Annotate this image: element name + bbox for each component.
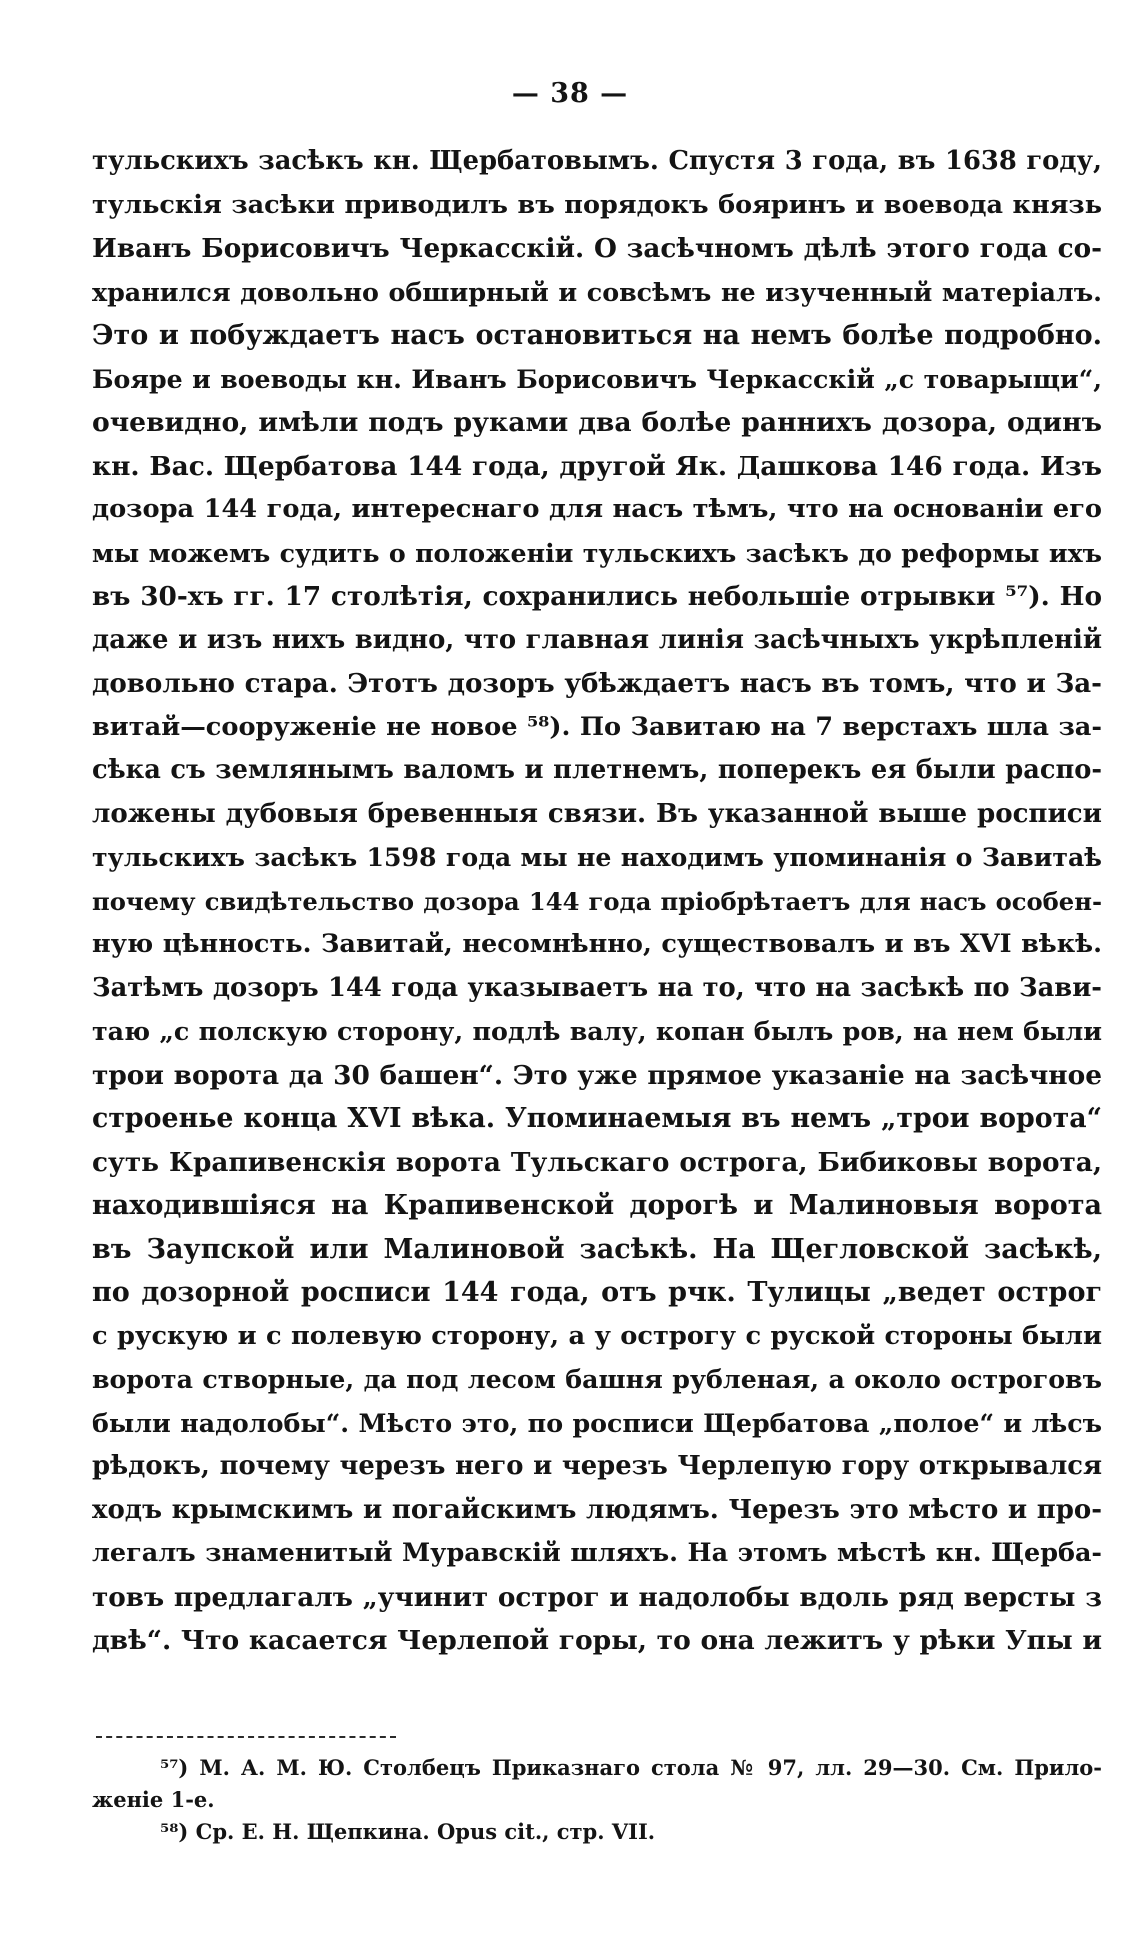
body-line: кн. Вас. Щербатова 144 года, другой Як. Дашкова 146 года. Изъ: [92, 450, 1102, 482]
body-line: ходъ крымскимъ и погайскимъ людямъ. Черезъ это мѣсто и про-: [92, 1494, 1102, 1525]
body-line: витай—сооруженіе не новое ⁵⁸). По Завитаю на 7 верстахъ шла за-: [92, 711, 1102, 742]
footnote-line: ⁵⁷) М. А. М. Ю. Столбецъ Приказнаго стола № 97, лл. 29—30. См. Прило-: [160, 1755, 1102, 1780]
body-line: легалъ знаменитый Муравскій шляхъ. На этомъ мѣстѣ кн. Щерба-: [92, 1538, 1102, 1568]
body-line: тульскихъ засѣкъ 1598 года мы не находимъ упоминанія о Завитаѣ: [92, 842, 1102, 872]
body-line: товъ предлагалъ „учинит острог и надолобы вдоль ряд версты з: [92, 1581, 1102, 1613]
body-line: с рускую и с полевую сторону, а у острогу с руской стороны были: [92, 1320, 1102, 1351]
body-line: почему свидѣтельство дозора 144 года пріобрѣтаетъ для насъ особен-: [92, 886, 1102, 916]
body-line: суть Крапивенскія ворота Тульскаго острога, Бибиковы ворота,: [92, 1146, 1102, 1178]
body-line: тульскихъ засѣкъ кн. Щербатовымъ. Спустя 3 года, въ 1638 году,: [92, 146, 1102, 176]
body-line: были надолобы“. Мѣсто это, по росписи Щербатова „полое“ и лѣсъ: [92, 1407, 1102, 1438]
body-line: въ 30-хъ гг. 17 столѣтія, сохранились небольшіе отрывки ⁵⁷). Но: [92, 581, 1102, 612]
body-line: ложены дубовыя бревенныя связи. Въ указанной выше росписи: [92, 798, 1102, 829]
body-line: мы можемъ судить о положеніи тульскихъ засѣкъ до реформы ихъ: [92, 537, 1102, 568]
body-line: таю „с полскую сторону, подлѣ валу, копан былъ ров, на нем были: [92, 1016, 1102, 1046]
body-line: очевидно, имѣли подъ руками два болѣе раннихъ дозора, одинъ: [92, 407, 1102, 438]
body-line: ворота створные, да под лесом башня рубленая, а около остроговъ: [92, 1364, 1102, 1394]
body-line: трои ворота да 30 башен“. Это уже прямое указаніе на засѣчное: [92, 1059, 1102, 1091]
body-line: даже и изъ нихъ видно, что главная линія засѣчныхъ укрѣпленій: [92, 624, 1102, 655]
footnotes: [92, 1752, 1102, 1848]
body-line: по дозорной росписи 144 года, отъ рчк. Тулицы „ведет острог: [92, 1277, 1102, 1308]
body-line: Иванъ Борисовичъ Черкасскій. О засѣчномъ дѣлѣ этого года со-: [92, 233, 1102, 264]
body-line: ную цѣнность. Завитай, несомнѣнно, существовалъ и въ XVI вѣкѣ.: [92, 929, 1102, 959]
body-text: [92, 140, 1102, 1663]
body-line: строенье конца XVI вѣка. Упоминаемыя въ немъ „трои ворота“: [92, 1103, 1102, 1134]
body-line: Это и побуждаетъ насъ остановиться на немъ болѣе подробно.: [92, 320, 1102, 351]
footnote-divider: [96, 1736, 396, 1738]
page-number: — 38 —: [511, 78, 629, 109]
body-line: довольно стара. Этотъ дозоръ убѣждаетъ насъ въ томъ, что и За-: [92, 668, 1102, 699]
body-line: сѣка съ землянымъ валомъ и плетнемъ, поперекъ ея были распо-: [92, 755, 1102, 785]
body-line: въ Заупской или Малиновой засѣкѣ. На Щегловской засѣкѣ,: [92, 1233, 1102, 1265]
body-line: тульскія засѣки приводилъ въ порядокъ бояринъ и воевода князь: [92, 189, 1102, 220]
body-line: рѣдокъ, почему черезъ него и черезъ Черлепую гору открывался: [92, 1451, 1102, 1481]
body-line: двѣ“. Что касается Черлепой горы, то она лежитъ у рѣки Упы и: [92, 1625, 1102, 1656]
body-line: находившіяся на Крапивенской дорогѣ и Малиновыя ворота: [92, 1190, 1102, 1221]
body-line: хранился довольно обширный и совсѣмъ не изученный матеріалъ.: [92, 276, 1102, 307]
body-line: Бояре и воеводы кн. Иванъ Борисовичъ Черкасскій „с товарыщи“,: [92, 363, 1102, 394]
body-line: дозора 144 года, интереснаго для насъ тѣмъ, что на основаніи его: [92, 494, 1102, 524]
footnote-line: ⁵⁸) Ср. Е. Н. Щепкина. Opus cit., стр. VII.: [160, 1819, 656, 1844]
body-line: Затѣмъ дозоръ 144 года указываетъ на то, что на засѣкѣ по Зави-: [92, 972, 1102, 1003]
footnote-line: женіе 1-е.: [92, 1787, 215, 1812]
